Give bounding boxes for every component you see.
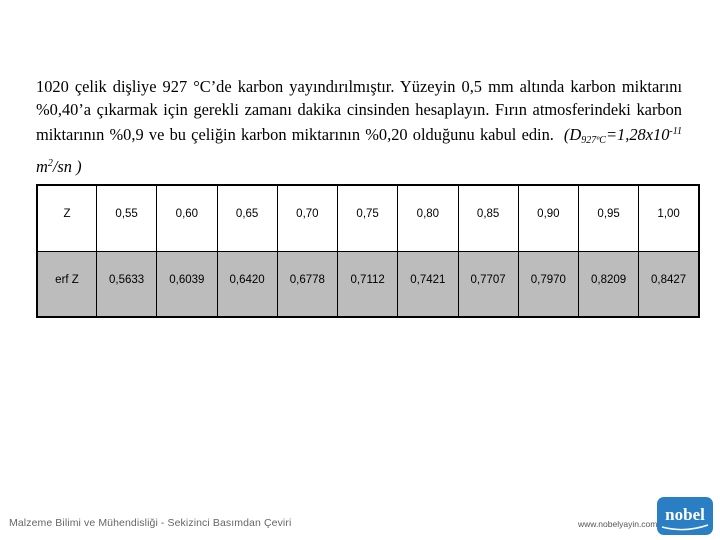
erf-value: 0,7421 — [398, 251, 458, 317]
formula-unit: m — [36, 156, 48, 176]
formula-open: (D — [563, 125, 582, 144]
publisher-url[interactable]: www.nobelyayin.com — [578, 519, 658, 529]
z-value: 0,85 — [458, 185, 518, 251]
erf-value: 0,6420 — [217, 251, 277, 317]
erf-value: 0,8209 — [579, 251, 639, 317]
z-row — [37, 185, 699, 251]
z-value: 0,55 — [97, 185, 157, 251]
book-title: Malzeme Bilimi ve Mühendisliği - Sekizinci Basımdan Çeviri — [9, 517, 292, 529]
formula-subscript: 927ºC — [581, 135, 606, 146]
z-value: 0,75 — [338, 185, 398, 251]
erf-value: 0,7707 — [458, 251, 518, 317]
z-value: 0,95 — [579, 185, 639, 251]
problem-statement — [36, 76, 682, 178]
z-value: 0,60 — [157, 185, 217, 251]
z-value: 0,65 — [217, 185, 277, 251]
erf-value: 0,7970 — [518, 251, 578, 317]
logo-text: nobel — [665, 505, 705, 524]
erf-header: erf Z — [37, 251, 97, 317]
erf-value: 0,6778 — [277, 251, 337, 317]
problem-text: 1020 çelik dişliye 927 °C’de karbon yayındırılmıştır. Yüzeyin 0,5 mm altında karbon miktarını %0,40’a çıkarmak için gerekli zamanı dakika cinsinden hesaplayın. Fırın atmosferindeki karbon miktarının %0,9 ve bu çeliğin karbon miktarının %0,20 olduğunu kabul edin. — [36, 77, 682, 144]
formula-value: =1,28x10 — [605, 125, 670, 144]
erf-row — [37, 251, 699, 317]
erf-value: 0,5633 — [97, 251, 157, 317]
z-header: Z — [37, 185, 97, 251]
formula-close: /sn ) — [52, 156, 82, 176]
erf-value: 0,8427 — [639, 251, 699, 317]
formula-exponent: -11 — [669, 126, 682, 137]
z-value: 1,00 — [639, 185, 699, 251]
z-value: 0,70 — [277, 185, 337, 251]
formula-unit-exponent: 2 — [47, 157, 53, 169]
nobel-logo — [656, 496, 714, 536]
z-value: 0,80 — [398, 185, 458, 251]
erf-table — [36, 184, 700, 318]
erf-value: 0,7112 — [338, 251, 398, 317]
z-value: 0,90 — [518, 185, 578, 251]
erf-value: 0,6039 — [157, 251, 217, 317]
